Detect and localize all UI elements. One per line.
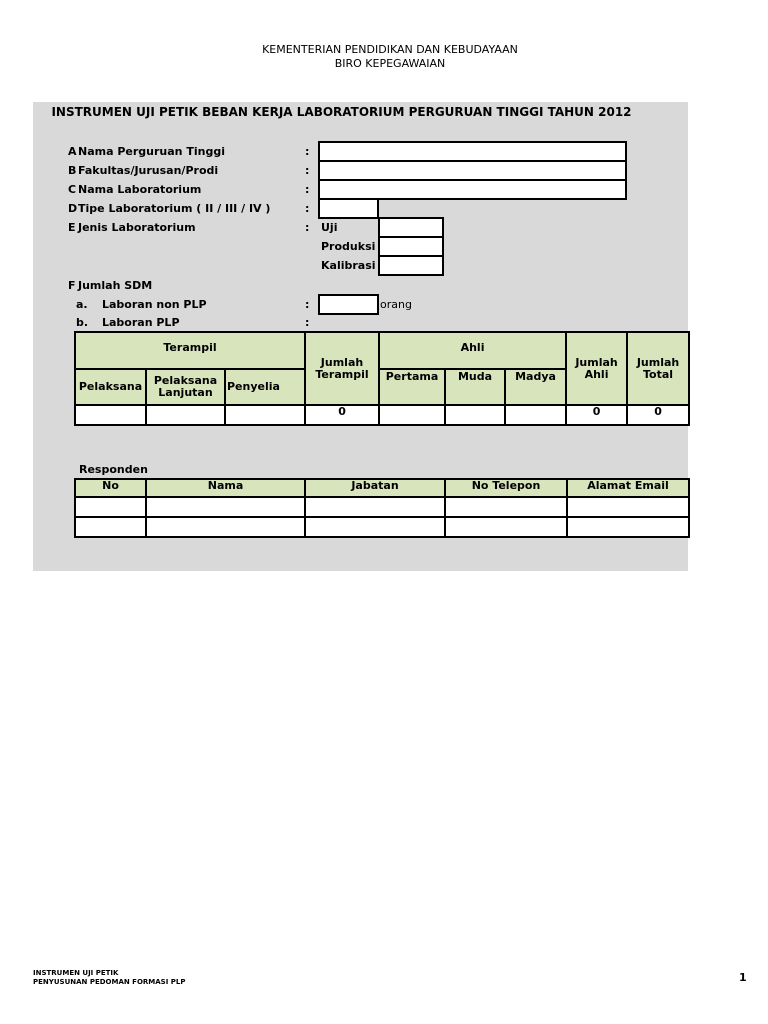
no-cell[interactable] xyxy=(75,517,146,537)
jumlah-ahli-value: 0 xyxy=(566,405,627,425)
field-e-colon: : xyxy=(305,221,310,234)
no-telepon-cell[interactable] xyxy=(445,517,567,537)
field-text: Tipe Laboratorium ( II / III / IV ) xyxy=(78,202,271,215)
uji-checkbox[interactable] xyxy=(378,217,444,238)
pelaksana-lanjutan-input[interactable] xyxy=(146,405,225,425)
column-header-jabatan: Jabatan xyxy=(305,479,445,497)
jumlah-total-line1: Jumlah xyxy=(636,355,680,369)
nama-cell[interactable] xyxy=(146,497,305,517)
field-letter: B xyxy=(68,164,77,177)
muda-input[interactable] xyxy=(445,405,505,425)
responden-table xyxy=(74,478,690,538)
field-letter: A xyxy=(68,145,77,158)
field-b-colon: : xyxy=(305,164,310,177)
field-letter: F xyxy=(68,279,76,292)
field-text: Jenis Laboratorium xyxy=(78,221,196,234)
jumlah-ahli-line2: Ahli xyxy=(584,367,609,381)
pelaksana-lanjutan-line2: Lanjutan xyxy=(158,386,213,399)
nama-perguruan-tinggi-field[interactable] xyxy=(318,141,627,162)
laboran-non-plp-marker: a. xyxy=(76,298,88,311)
kalibrasi-checkbox[interactable] xyxy=(378,255,444,276)
laboran-plp-label: Laboran PLP xyxy=(102,316,180,329)
nama-laboratorium-field[interactable] xyxy=(318,179,627,200)
jumlah-terampil-value: 0 xyxy=(305,405,379,425)
jabatan-cell[interactable] xyxy=(305,517,445,537)
field-letter: E xyxy=(68,221,76,234)
laboran-non-plp-colon: : xyxy=(305,298,310,311)
jumlah-ahli-line1: Jumlah xyxy=(575,355,618,369)
fakultas-field[interactable] xyxy=(318,160,627,181)
terampil-header: Terampil xyxy=(75,332,305,369)
column-header-alamat-email: Alamat Email xyxy=(567,479,689,497)
field-d-label xyxy=(68,202,270,216)
alamat-email-cell[interactable] xyxy=(567,517,689,537)
field-text: Nama Perguruan Tinggi xyxy=(78,145,225,158)
responden-label: Responden xyxy=(79,463,148,476)
jumlah-terampil-line2: Terampil xyxy=(315,367,369,381)
field-letter: C xyxy=(68,183,77,196)
sdm-table xyxy=(74,331,690,426)
penyelia-input[interactable] xyxy=(225,405,305,425)
jumlah-ahli-header xyxy=(566,332,627,405)
pelaksana-lanjutan-line1: Pelaksana xyxy=(153,374,218,387)
laboran-non-plp-field[interactable] xyxy=(318,294,379,315)
laboran-non-plp-label: Laboran non PLP xyxy=(102,298,207,311)
jumlah-total-value: 0 xyxy=(627,405,689,425)
field-b-label xyxy=(68,164,218,178)
jumlah-total-line2: Total xyxy=(643,367,674,381)
pertama-header: Pertama xyxy=(379,369,445,405)
laboran-plp-marker: b. xyxy=(76,316,89,329)
jabatan-cell[interactable] xyxy=(305,497,445,517)
jenis-option-uji: Uji xyxy=(321,221,338,234)
table-row xyxy=(75,497,689,517)
column-header-no: No xyxy=(75,479,146,497)
bureau-heading: BIRO KEPEGAWAIAN xyxy=(334,57,446,70)
field-text: Jumlah SDM xyxy=(78,279,153,292)
penyelia-header: Penyelia xyxy=(225,369,305,405)
form-title: INSTRUMEN UJI PETIK BEBAN KERJA LABORATORIUM PERGURUAN TINGGI TAHUN 2012 xyxy=(51,105,632,119)
no-cell[interactable] xyxy=(75,497,146,517)
field-c-label xyxy=(68,183,201,197)
jumlah-terampil-header xyxy=(305,332,379,405)
field-text: Nama Laboratorium xyxy=(78,183,202,196)
laboran-plp-colon: : xyxy=(305,316,310,329)
footer-line1: INSTRUMEN UJI PETIK xyxy=(33,969,119,977)
jumlah-terampil-line1: Jumlah xyxy=(320,355,364,369)
ministry-heading: KEMENTERIAN PENDIDIKAN DAN KEBUDAYAAN xyxy=(262,43,518,56)
muda-header: Muda xyxy=(445,369,505,405)
page-number: 1 xyxy=(739,971,747,984)
no-telepon-cell[interactable] xyxy=(445,497,567,517)
field-letter: D xyxy=(68,202,78,215)
produksi-checkbox[interactable] xyxy=(378,236,444,257)
footer-line2: PENYUSUNAN PEDOMAN FORMASI PLP xyxy=(33,978,186,986)
column-header-no-telepon: No Telepon xyxy=(445,479,567,497)
jumlah-sdm-label xyxy=(68,279,152,293)
pelaksana-lanjutan-header xyxy=(146,369,225,405)
ahli-header: Ahli xyxy=(379,332,566,369)
pelaksana-header: Pelaksana xyxy=(75,369,146,405)
nama-cell[interactable] xyxy=(146,517,305,537)
field-d-colon: : xyxy=(305,202,310,215)
alamat-email-cell[interactable] xyxy=(567,497,689,517)
jenis-option-kalibrasi: Kalibrasi xyxy=(321,259,376,272)
pertama-input[interactable] xyxy=(379,405,445,425)
tipe-laboratorium-field[interactable] xyxy=(318,198,379,219)
field-a-label xyxy=(68,145,225,159)
field-e-label xyxy=(68,221,196,235)
field-c-colon: : xyxy=(305,183,310,196)
madya-header: Madya xyxy=(505,369,566,405)
column-header-nama: Nama xyxy=(146,479,305,497)
field-text: Fakultas/Jurusan/Prodi xyxy=(78,164,219,177)
jenis-option-produksi: Produksi xyxy=(321,240,376,253)
pelaksana-input[interactable] xyxy=(75,405,146,425)
jumlah-total-header xyxy=(627,332,689,405)
table-row xyxy=(75,517,689,537)
madya-input[interactable] xyxy=(505,405,566,425)
field-a-colon: : xyxy=(305,145,310,158)
orang-unit: orang xyxy=(380,298,412,311)
